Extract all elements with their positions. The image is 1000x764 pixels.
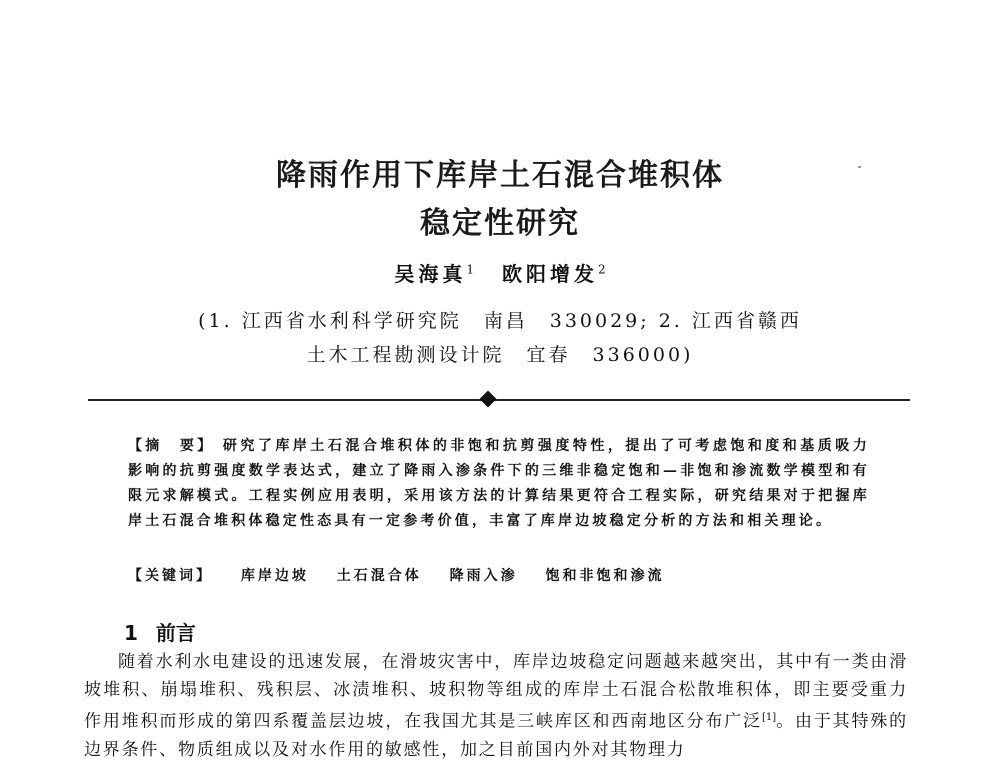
paper-title-line-1: 降雨作用下库岸土石混合堆积体 — [276, 158, 724, 193]
separator-rule — [88, 399, 910, 401]
body-paragraph — [84, 648, 908, 764]
affiliation-city: 南昌 — [483, 310, 528, 332]
author-name: 吴海真 — [394, 262, 467, 286]
paper-title-line-2: 稳定性研究 — [420, 206, 580, 241]
keyword: 土石混合体 — [336, 568, 422, 584]
section-heading — [124, 617, 196, 646]
author-affiliation-mark: 2 — [598, 262, 606, 277]
affiliation-institute: 土木工程勘测设计院 — [306, 344, 505, 366]
body-text-segment: 。由于其特殊的边界条件、物质组成以及对水作用的敏感性，加之目前国内外对其物理力 — [84, 711, 908, 760]
author-list — [0, 258, 1000, 287]
section-number: 1 — [124, 621, 138, 645]
abstract-text: 研究了库岸土石混合堆积体的非饱和抗剪强度特性，提出了可考虑饱和度和基质吸力影响的抗剪强度数学表达式，建立了降雨入渗条件下的三维非稳定饱和—非饱和渗流数学模型和有限元求解模式。工程实例应用表明，采用该方法的计算结果更符合工程实际，研究结果对于把握库岸土石混合堆积体稳定性态具有一定参考价值，丰富了库岸边坡稳定分析的方法和相关理论。 — [128, 438, 871, 529]
body-text — [84, 648, 908, 764]
separator-diamond-icon — [480, 391, 497, 408]
abstract-label: 【摘 要】 — [128, 438, 215, 454]
affiliation-city: 宜春 — [526, 344, 571, 366]
abstract — [128, 434, 870, 534]
keyword: 库岸边坡 — [240, 568, 309, 584]
keywords — [128, 565, 870, 585]
keywords-label: 【关键词】 — [128, 568, 213, 584]
affiliation-line-1 — [0, 306, 1000, 333]
affiliation-postcode: 330029; 2. 江西省赣西 — [549, 310, 802, 332]
affiliation-postcode: 336000) — [592, 344, 694, 366]
affiliation-institute: (1. 江西省水利科学研究院 — [198, 310, 462, 332]
section-title: 前言 — [155, 621, 196, 645]
keyword: 降雨入渗 — [449, 568, 518, 584]
keyword: 饱和非饱和渗流 — [545, 568, 665, 584]
affiliation-line-2 — [0, 340, 1000, 367]
body-text-segment: 随着水利水电建设的迅速发展，在滑坡灾害中，库岸边坡稳定问题越来越突出，其中有一类由滑坡堆积、崩塌堆积、残积层、冰渍堆积、坡积物等组成的库岸土石混合松散堆积体，即主要受重力作用堆积而形成的第四系覆盖层边坡，在我国尤其是三峡库区和西南地区分布广泛 — [84, 652, 908, 732]
citation-ref: [1] — [761, 712, 777, 723]
author-name: 欧阳增发 — [502, 262, 598, 286]
author-affiliation-mark: 1 — [466, 262, 474, 277]
